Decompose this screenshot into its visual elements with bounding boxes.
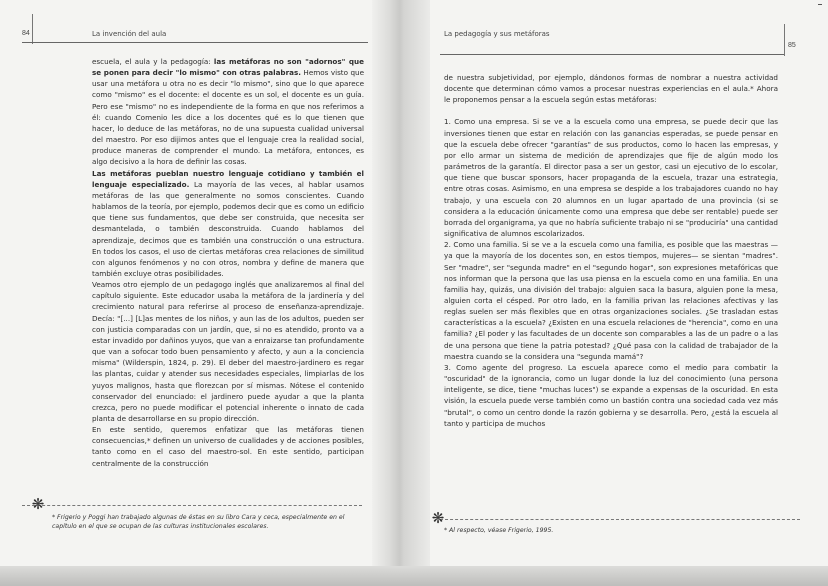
header-vertical-rule [32, 14, 33, 44]
left-page [0, 0, 378, 566]
running-head-right: La pedagogía y sus metáforas [444, 30, 550, 38]
page-bottom-edge [0, 566, 828, 586]
page-number-right: 85 [788, 42, 796, 49]
paragraph [444, 362, 778, 429]
text-run: 2. Como una familia. Si se ve a la escuela como una familia, es posible que las maestras —ya que la mayoría de los docentes son, en estos tiempos, mujeres— se sientan "madres". Ser "madre", ser "segunda madre" en el "segundo hogar", son expresiones metafóricas que nos informan que la persona que las usa piensa en la escuela como en una familia. En una familia hay, quizás, una división del trabajo: alguien saca la basura, alguien pone la mesa, alguien corta el césped. Por otro lado, en la familia privan las relaciones afectivas y las reglas suelen ser más flexibles que en otras organizaciones sociales. ¿Se trasladan estas características a la escuela? ¿Existen en una escuela relaciones de "herencia", como en una familia? ¿El poder y las facultades de un docente son comparables a las de un padre o a las de una persona que tiene la patria potestad? ¿Qué pasa con la calidad de trabajador de la maestra cuando se la considera una "segunda mamá"? [444, 240, 778, 361]
footnote-left: * Frigerio y Poggi han trabajado algunas de éstas en su libro Cara y ceca, especialmente en el capítulo en el que se ocupan de las culturas institucionales escolares. [52, 514, 345, 530]
text-run: 1. Como una empresa. Si se ve a la escuela como una empresa, se puede decir que las inversiones tienen que estar en relación con las ganancias esperadas, se puede pensar en que la escuela debe ofrecer "garantías" de sus productos, como lo hacen las empresas, y por ello armar un sistema de medición de aprendizajes que fije de algún modo los parámetros de la garantía. El director pasa a ser un gestor, casi un ejecutivo de lo escolar, que tiene que buscar sponsors, hacer propaganda de la escuela, trazar una estrategia, entre otras cosas. Asimismo, en una empresa se despide a los trabajadores cuando no hay trabajo, y una escuela con 20 alumnos en un lugar apartado de una provincia (si se considera a la educación únicamente como una empresa que debe ser rentable) puede ser borrada del organigrama, ya que no habría suficiente trabajo ni se "produciría" una cantidad significativa de alumnos escolarizados. [444, 117, 778, 239]
text-run: de nuestra subjetividad, por ejemplo, dándonos formas de nombrar a nuestra actividad docente que determinan cómo vamos a procesar nuestras experiencias en el aula.* Ahora le proponemos pensar a la escuela según estas metáforas: [444, 73, 778, 105]
paragraph [92, 168, 364, 280]
paragraph [444, 72, 778, 105]
header-rule [440, 54, 784, 55]
asterisk-ornament-icon: ❋ [31, 496, 45, 513]
right-body-text [444, 72, 778, 429]
asterisk-ornament-icon: ❋ [431, 510, 445, 527]
footnote-rule [22, 505, 362, 506]
bold-run: Las metáforas pueblan nuestro lenguaje cotidiano y también el lenguaje especializado. [92, 168, 364, 189]
bold-run: las metáforas no son "adornos" que se ponen para decir "lo mismo" con otras palabras. [92, 57, 364, 78]
text-run: La mayoría de las veces, al hablar usamos metáforas de las que generalmente no somos conscientes. Cuando hablamos de la teoría, por ejemplo, podemos decir que es como un edificio que tiene sus fundamentos, que debe ser construida, que necesita ser desmantelada, o también desconstruida. Cuando hablamos del aprendizaje, decimos que es también una construcción o una estructura. En todos los casos, el uso de ciertas metáforas crea relaciones de similitud con algunos fenómenos y no con otros, nombra y define de manera que también excluye otras posibilidades. [92, 179, 365, 278]
paragraph [444, 116, 778, 239]
paragraph [92, 279, 364, 424]
text-run: Hemos visto que usar una metáfora u otra no es decir "lo mismo", sino que lo que aparece como "mismo" es el docente: el docente es un sol, el docente es un guía. Pero ese "mismo" no es independiente de la forma en que nos referimos a él: cuando Comenio les dice a los docentes qué es lo que tienen que hacer, lo deduce de las metáforas, no de una supuesta cualidad universal del maestro. Por eso dijimos antes que el lenguaje crea la realidad social, produce maneras de comprender el mundo. La metáfora, entonces, es algo decisivo a la hora de definir las cosas. [92, 68, 364, 167]
right-page [430, 0, 828, 566]
corner-mark [818, 4, 822, 5]
header-vertical-rule [784, 24, 785, 56]
left-body-text [92, 56, 364, 469]
text-run: 3. Como agente del progreso. La escuela aparece como el medio para combatir la "oscuridad" de la ignorancia, como un lugar donde la luz del conocimiento (una persona inteligente, se dice, tiene "muchas luces") se expande a expensas de la oscuridad. En esta visión, la escuela puede verse también como un bastión contra una sociedad cada vez más "brutal", o como un centro donde la razón gobierna y se desarrolla. Pero, ¿está la escuela al tanto y participa de muchos [444, 362, 778, 428]
paragraph [92, 56, 364, 168]
book-gutter [372, 0, 430, 586]
paragraph [92, 424, 364, 469]
footnote-rule [440, 519, 800, 520]
header-rule [22, 42, 368, 43]
text-run: Veamos otro ejemplo de un pedagogo inglés que analizaremos al final del capítulo siguiente. Este educador usaba la metáfora de la jardinería y del crecimiento natural para referirse al proceso de enseñanza-aprendizaje. Decía: "[...] [L]as mentes de los niños, y aun las de los adultos, pueden ser con justicia comparadas con un jardín, que, si no es atendido, pronto va a estar invadido por dañinos yuyos, que van a enraizarse tan profundamente que van a sofocar todo buen pensamiento y afecto, y aun a la conciencia misma" (Wilderspin, 1824, p. 29). El deber del maestro-jardinero es regar las plantas, cuidar y atender sus necesidades especiales, limpiarlas de los yuyos malignos, hasta que florezcan por sí mismas. Nótese el contenido conservador del enunciado: el jardinero puede ayudar a que la planta crezca, pero no puede modificar el potencial inherente o innato de cada planta de desarrollarse en su propio dirección. [92, 280, 364, 423]
text-run: En este sentido, queremos enfatizar que las metáforas tienen consecuencias,* definen un universo de cualidades y de acciones posibles, tanto como en el caso del maestro-sol. En este sentido, participan centralmente de la construcción [92, 425, 364, 468]
text-run: escuela, el aula y la pedagogía: [92, 57, 214, 66]
footnote-right: * Al respecto, véase Frigerio, 1995. [444, 527, 554, 534]
running-head-left: La invención del aula [92, 30, 167, 38]
paragraph [444, 239, 778, 362]
page-number-left: 84 [22, 30, 30, 37]
